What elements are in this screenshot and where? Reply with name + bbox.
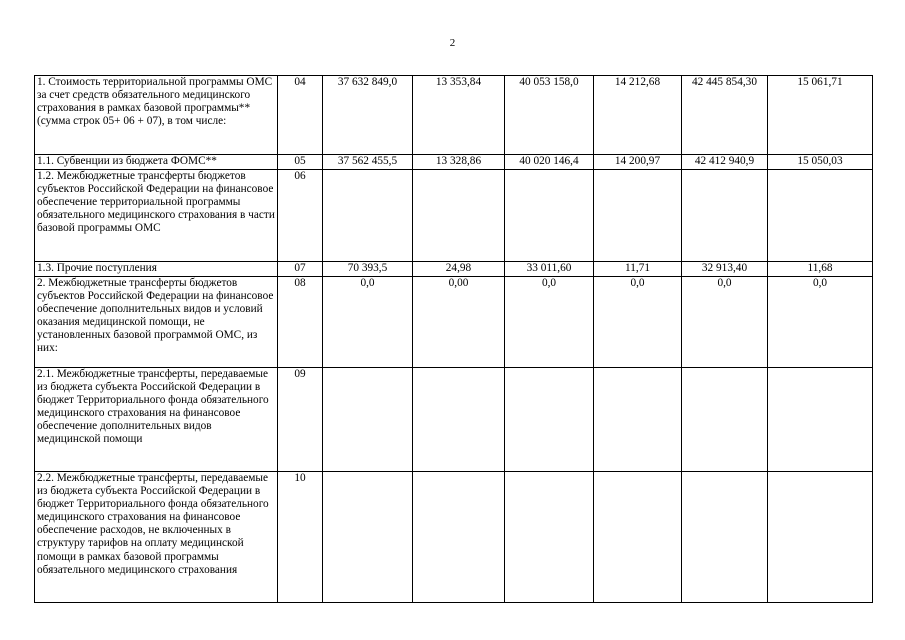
table-row bbox=[35, 262, 873, 277]
table-cell: 14 212,68 bbox=[594, 76, 682, 155]
row-label: 2. Межбюджетные трансферты бюджетов субъектов Российской Федерации на финансовое обеспечение дополнительных видов и условий оказания медицинской помощи, не установленных базовой программой ОМС, из них: bbox=[35, 277, 278, 368]
row-label: 1.1. Субвенции из бюджета ФОМС** bbox=[35, 155, 278, 170]
table-row bbox=[35, 472, 873, 603]
row-code: 04 bbox=[278, 76, 323, 155]
table-cell: 42 445 854,30 bbox=[682, 76, 768, 155]
row-code: 05 bbox=[278, 155, 323, 170]
table-cell: 40 053 158,0 bbox=[505, 76, 594, 155]
table-cell bbox=[594, 368, 682, 472]
row-code: 09 bbox=[278, 368, 323, 472]
row-code: 08 bbox=[278, 277, 323, 368]
table-cell: 14 200,97 bbox=[594, 155, 682, 170]
table-cell bbox=[323, 368, 413, 472]
table-cell: 0,0 bbox=[682, 277, 768, 368]
table-cell: 11,68 bbox=[768, 262, 873, 277]
table-cell: 37 632 849,0 bbox=[323, 76, 413, 155]
table-cell: 32 913,40 bbox=[682, 262, 768, 277]
table-cell: 0,0 bbox=[594, 277, 682, 368]
table-cell bbox=[682, 472, 768, 603]
table-cell bbox=[505, 170, 594, 262]
row-label: 1.2. Межбюджетные трансферты бюджетов субъектов Российской Федерации на финансовое обеспечение территориальной программы обязательного медицинского страхования в части базовой программы ОМС bbox=[35, 170, 278, 262]
table-cell: 15 061,71 bbox=[768, 76, 873, 155]
table-row bbox=[35, 170, 873, 262]
table-cell: 40 020 146,4 bbox=[505, 155, 594, 170]
table-cell bbox=[594, 170, 682, 262]
page-number: 2 bbox=[449, 37, 456, 49]
table-cell bbox=[323, 472, 413, 603]
table-cell bbox=[505, 368, 594, 472]
table-row bbox=[35, 368, 873, 472]
table-cell: 0,0 bbox=[505, 277, 594, 368]
table-cell: 15 050,03 bbox=[768, 155, 873, 170]
table-cell bbox=[768, 472, 873, 603]
table-cell: 24,98 bbox=[413, 262, 505, 277]
table-cell bbox=[768, 368, 873, 472]
table-cell bbox=[413, 472, 505, 603]
row-label: 1. Стоимость территориальной программы ОМС за счет средств обязательного медицинского страхования в рамках базовой программы** (сумма строк 05+ 06 + 07), в том числе: bbox=[35, 76, 278, 155]
table-cell bbox=[505, 472, 594, 603]
row-code: 06 bbox=[278, 170, 323, 262]
table-cell: 0,0 bbox=[323, 277, 413, 368]
row-code: 10 bbox=[278, 472, 323, 603]
table-row bbox=[35, 155, 873, 170]
table-cell bbox=[413, 368, 505, 472]
table-cell: 42 412 940,9 bbox=[682, 155, 768, 170]
table-cell bbox=[323, 170, 413, 262]
table-cell: 13 353,84 bbox=[413, 76, 505, 155]
financing-table bbox=[34, 75, 873, 603]
table-cell: 13 328,86 bbox=[413, 155, 505, 170]
table-cell bbox=[594, 472, 682, 603]
table-cell: 0,00 bbox=[413, 277, 505, 368]
table-cell bbox=[682, 368, 768, 472]
table-row bbox=[35, 76, 873, 155]
table-cell: 70 393,5 bbox=[323, 262, 413, 277]
table-cell bbox=[413, 170, 505, 262]
table-cell: 37 562 455,5 bbox=[323, 155, 413, 170]
row-label: 2.1. Межбюджетные трансферты, передаваемые из бюджета субъекта Российской Федерации в бюджет Территориального фонда обязательного медицинского страхования на финансовое обеспечение дополнительных видов медицинской помощи bbox=[35, 368, 278, 472]
row-code: 07 bbox=[278, 262, 323, 277]
table-cell bbox=[768, 170, 873, 262]
table-cell: 0,0 bbox=[768, 277, 873, 368]
table-cell bbox=[682, 170, 768, 262]
row-label: 2.2. Межбюджетные трансферты, передаваемые из бюджета субъекта Российской Федерации в бюджет Территориального фонда обязательного медицинского страхования на финансовое обеспечение расходов, не включенных в структуру тарифов на оплату медицинской помощи в рамках базовой программы обязательного медицинского страхования bbox=[35, 472, 278, 603]
row-label: 1.3. Прочие поступления bbox=[35, 262, 278, 277]
table-row bbox=[35, 277, 873, 368]
table-cell: 11,71 bbox=[594, 262, 682, 277]
table-cell: 33 011,60 bbox=[505, 262, 594, 277]
